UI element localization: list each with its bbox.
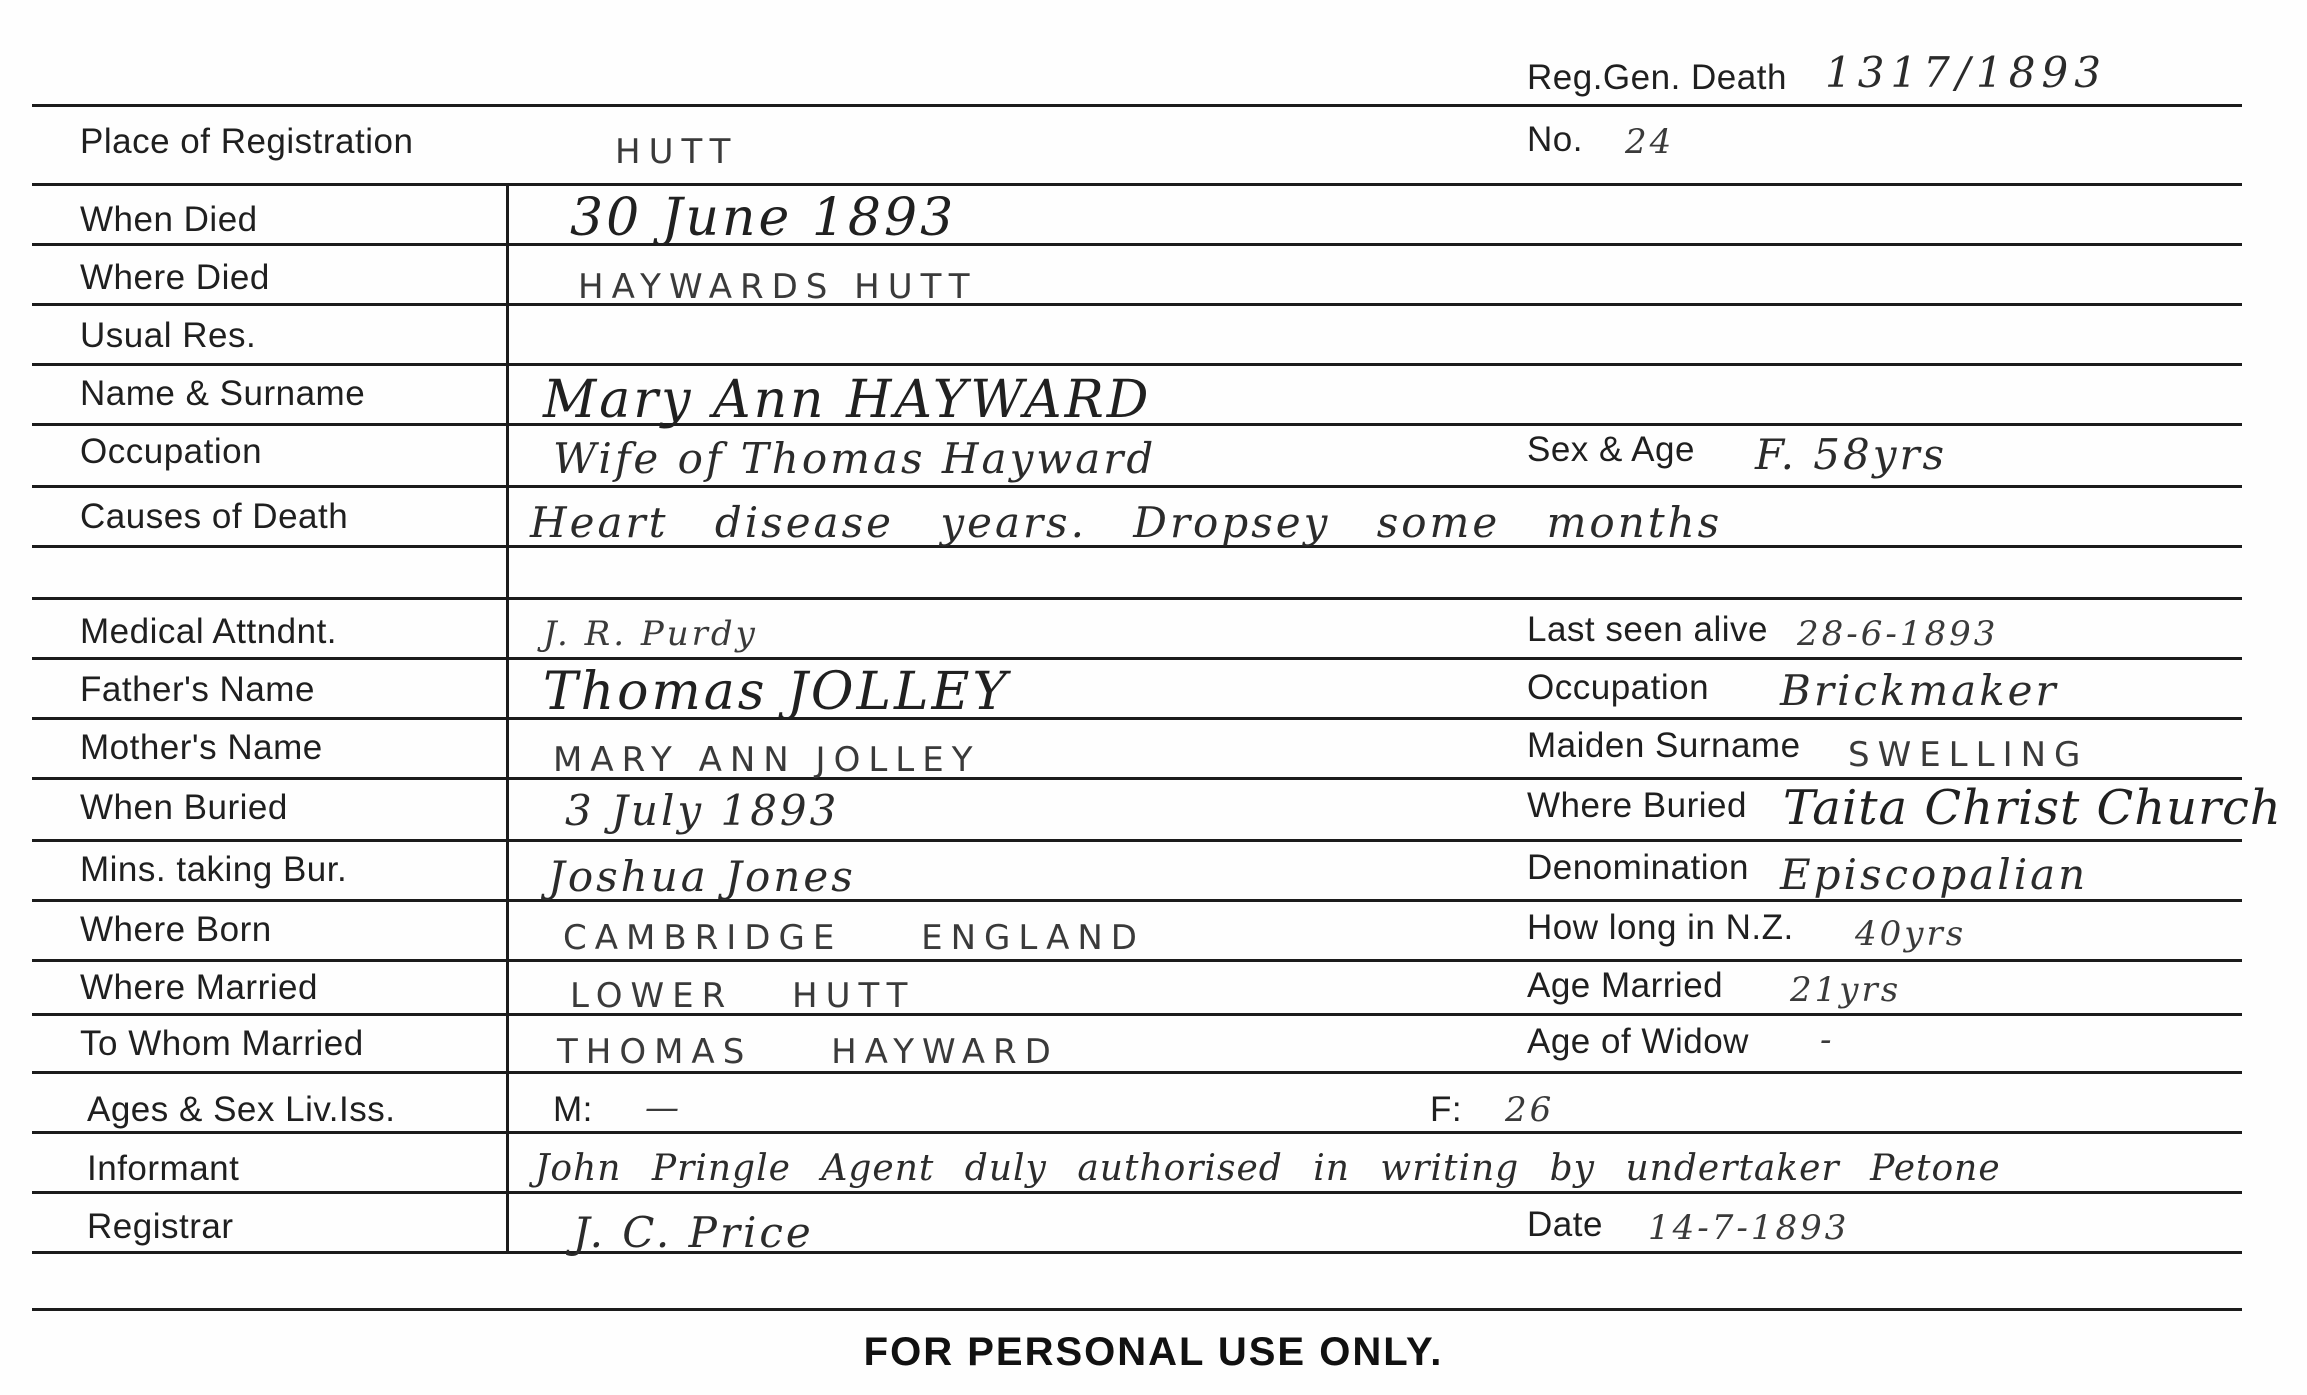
ages-sex-label: Ages & Sex Liv.Iss. [87,1090,396,1129]
where-born-label: Where Born [80,910,272,949]
maiden-surname-value: SWELLING [1848,735,2089,775]
registrar-label: Registrar [87,1207,234,1246]
rule [32,1191,2242,1194]
father-name-label: Father's Name [80,670,315,709]
column-divider [506,183,509,1251]
occupation-label: Occupation [80,432,263,471]
rule [32,1013,2242,1016]
mother-name-value: MARY ANN JOLLEY [553,740,981,780]
ages-sex-f-value: 26 [1505,1090,1555,1130]
when-buried-value: 3 July 1893 [565,786,840,835]
when-died-label: When Died [80,200,258,239]
occupation-value: Wife of Thomas Hayward [553,434,1157,483]
father-name-value: Thomas JOLLEY [543,662,1010,722]
when-died-value: 30 June 1893 [570,188,957,248]
ages-sex-m-label: M: [553,1090,593,1129]
where-died-value: HAYWARDS HUTT [578,267,978,307]
last-seen-label: Last seen alive [1527,610,1768,649]
age-married-value: 21yrs [1790,970,1902,1010]
causes-death-label: Causes of Death [80,497,349,536]
usual-res-label: Usual Res. [80,316,257,355]
rule-top [32,104,2242,107]
age-widow-label: Age of Widow [1527,1022,1749,1061]
rule [32,1071,2242,1074]
ages-sex-m-value: — [645,1088,682,1128]
rule [32,717,2242,720]
name-surname-value: Mary Ann HAYWARD [543,370,1152,430]
sex-age-value: F. 58yrs [1755,430,1948,479]
causes-death-value: Heart disease years. Dropsey some months [530,498,1723,547]
rule [32,485,2242,488]
rule [32,303,2242,306]
rule [32,899,2242,902]
footer-notice: FOR PERSONAL USE ONLY. [863,1330,1444,1374]
rule [32,243,2242,246]
age-widow-value: - [1820,1020,1835,1060]
rule [32,959,2242,962]
mins-bur-value: Joshua Jones [548,852,856,901]
rule [32,183,2242,186]
mins-bur-label: Mins. taking Bur. [80,850,348,889]
denomination-label: Denomination [1527,848,1749,887]
father-occupation-value: Brickmaker [1780,666,2059,715]
rule [32,1251,2242,1254]
rule [32,363,2242,366]
mother-name-label: Mother's Name [80,728,323,767]
where-buried-label: Where Buried [1527,786,1747,825]
date-label: Date [1527,1205,1603,1244]
rule [32,657,2242,660]
medical-value: J. R. Purdy [543,614,758,654]
informant-label: Informant [87,1149,240,1188]
no-value: 24 [1625,122,1675,162]
where-born-value: CAMBRIDGE ENGLAND [563,918,1145,958]
name-surname-label: Name & Surname [80,374,366,413]
how-long-label: How long in N.Z. [1527,908,1794,947]
denomination-value: Episcopalian [1780,850,2089,899]
to-whom-married-label: To Whom Married [80,1024,364,1063]
rule [32,1131,2242,1134]
medical-label: Medical Attndnt. [80,612,338,651]
no-label: No. [1527,120,1583,159]
date-value: 14-7-1893 [1648,1208,1850,1248]
rule [32,839,2242,842]
last-seen-value: 28-6-1893 [1797,614,1999,654]
sex-age-label: Sex & Age [1527,430,1695,469]
how-long-value: 40yrs [1855,914,1967,954]
father-occupation-label: Occupation [1527,668,1710,707]
where-buried-value: Taita Christ Church [1783,780,2282,836]
where-died-label: Where Died [80,258,270,297]
maiden-surname-label: Maiden Surname [1527,726,1801,765]
age-married-label: Age Married [1527,966,1724,1005]
rule-bottom [32,1308,2242,1311]
where-married-value: LOWER HUTT [570,976,916,1016]
rule [32,597,2242,600]
to-whom-married-value: THOMAS HAYWARD [557,1032,1059,1072]
place-registration-value: HUTT [615,132,739,172]
place-registration-label: Place of Registration [80,122,414,161]
reg-gen-value: 1317/1893 [1825,48,2107,97]
where-married-label: Where Married [80,968,318,1007]
when-buried-label: When Buried [80,788,288,827]
registrar-value: J. C. Price [573,1208,814,1257]
ages-sex-f-label: F: [1430,1090,1463,1129]
informant-value: John Pringle Agent duly authorised in writing by undertaker Petone [535,1148,2001,1189]
reg-gen-label: Reg.Gen. Death [1527,58,1787,97]
